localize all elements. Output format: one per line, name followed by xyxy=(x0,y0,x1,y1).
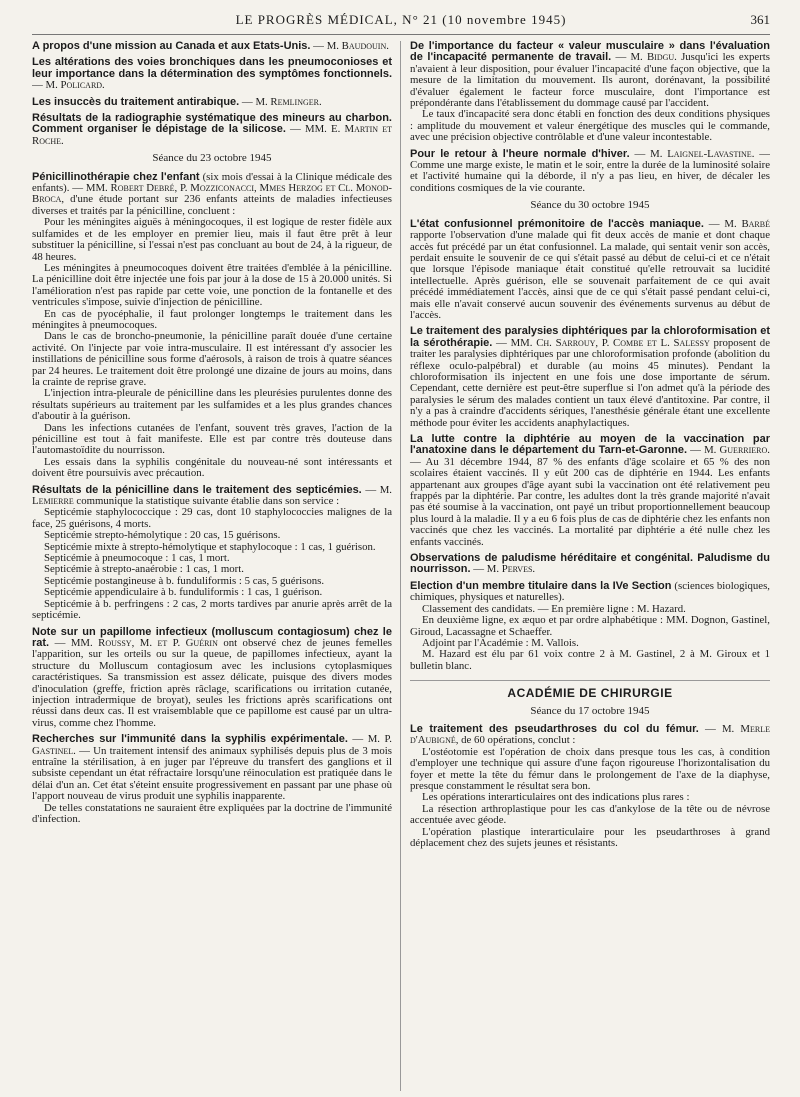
abstract-author: M. Guerriero. xyxy=(704,444,770,457)
abstract-author: MM. Ch. Sarrouy, P. Combe et L. Salessy xyxy=(510,336,710,349)
abstract-author: M. Laignel-Lavastine. xyxy=(650,147,755,160)
abstract-paludisme: Observations de paludisme héréditaire et congénital. Paludisme du nourrisson. — M. Perves. xyxy=(410,552,770,576)
abstract-silicose: Résultats de la radiographie systématique des mineurs au charbon. Comment organiser le dépistage de la silicose. — MM. E. Martin et Roche. xyxy=(32,112,392,147)
abstract-molluscum: Note sur un papillome infectieux (molluscum contagiosum) chez le rat. — MM. Roussy, M. et P. Guérin ont observé chez de jeunes femelles l'apparition, sur les orteils ou sur la queue, de papillomes infectieux, ayant la structure du Molluscum contagiosum avec les inclusions cytoplasmiques caractéristiques. Sa transmission est assez délicate, puisque des divers modes d'inoculation (greffe, friction après râclage, scarifications ou irritation cutanée, injection intradermique de broyat), seules les frictions après scarifications ont réussi dans deux cas. Il est vraisemblable que ce papillome est causé par un ultra-virus, comme chez l'homme. xyxy=(32,625,392,729)
abstract-title: L'état confusionnel prémonitoire de l'accès maniaque. xyxy=(410,217,704,230)
statistics-item: Septicémie à strepto-anaérobie : 1 cas, 1 mort. xyxy=(44,563,244,576)
statistics-item: Septicémie postangineuse à b. funduliformis : 5 cas, 5 guérisons. xyxy=(44,574,325,587)
paragraph: Dans le cas de broncho-pneumonie, la pénicilline paraît douée d'une certaine activité. On l'injecte par voie intra-musculaire. Il est intéressant d'y associer les instillations de pénicilline sous forme d'aérosols, à raison de trois à quatre séances par 24 heures. Le traitement doit être prolongé une dizaine de jours au moins, dans la crainte de reprise grave. xyxy=(32,330,392,388)
abstract-author: M. Barbé xyxy=(724,217,770,230)
abstract-title: Les insuccès du traitement antirabique. xyxy=(32,95,240,108)
statistics-item: Septicémie mixte à strepto-hémolytique et staphylocoque : 1 cas, 1 guérison. xyxy=(44,540,376,553)
abstract-title: Recherches sur l'immunité dans la syphilis expérimentale. xyxy=(32,733,348,746)
abstract-text: Jusqu'ici les experts n'avaient à leur disposition, pour évaluer l'incapacité d'une façon objective, que la mesure de la limitation du mouvement. Ils auront, dorénavant, la possibilité d'évaluer également le facteur force musculaire, dont l'importance est prépondérante dans l'établissement du dommage causé par l'accident. xyxy=(410,51,770,110)
abstract-title-tail: (six mois d'essai à la Clinique médicale des enfants). xyxy=(32,170,392,195)
abstract-title: Le traitement des paralysies diphtériques par la chloroformisation et la sérothérapie. xyxy=(410,325,770,349)
statistics-item: Septicémie appendiculaire à b. funduliformis : 1 cas, 1 guérison. xyxy=(44,586,323,599)
election-item: Classement des candidats. — En première ligne : M. Hazard. xyxy=(422,602,686,615)
paragraph: L'ostéotomie est l'opération de choix dans presque tous les cas, à condition d'employer une technique qui assure d'une façon rigoureuse l'horizontalisation du foyer et mette la tête du fémur dans le prolongement de l'axe de la diaphyse, presque constamment le résultat sera bon. xyxy=(410,745,770,792)
abstract-title: Pour le retour à l'heure normale d'hiver. xyxy=(410,147,630,160)
paragraph: Les opérations interarticulaires ont des indications plus rares : xyxy=(422,791,690,804)
journal-title: LE PROGRÈS MÉDICAL, N° 21 (10 novembre 1945) xyxy=(235,12,567,27)
abstract-author: M. Baudouin. xyxy=(326,41,389,52)
session-heading: Séance du 30 octobre 1945 xyxy=(530,199,650,212)
paragraph: De telles constatations ne sauraient être expliquées par la doctrine de l'immunité d'infection. xyxy=(32,801,392,825)
paragraph: La résection arthroplastique pour les cas d'ankylose de la tête ou de névrose accentuée avec géode. xyxy=(410,802,770,827)
abstract-pseudarthroses: Le traitement des pseudarthroses du col du fémur. — M. Merle d'Aubigné, de 60 opérations, conclut : L'ostéotomie est l'opération de choix dans presque tous les cas, à condition d'employer une technique qui assure d'une façon rigoureuse l'horizontalisation du foyer et mette la tête du fémur dans le prolongement de l'axe de la diaphyse, presque constamment le résultat sera bon. Les opérations interarticulaires ont des indications plus rares : La résection arthroplastique pour les cas d'ankylose de la tête ou de névrose accentuée avec géode. L'opération plastique interarticulaire pour les pseudarthroses à grand déplacement chez des sujets jeunes et résistants. xyxy=(410,722,770,849)
paragraph: En cas de pyocéphalie, il faut prolonger longtemps le traitement dans les méningites à pneumocoques. xyxy=(32,307,392,331)
abstract-title: De l'importance du facteur « valeur musculaire » dans l'évaluation de l'incapacité permanente de travail. xyxy=(410,41,770,64)
abstract-valeur-musculaire: De l'importance du facteur « valeur musculaire » dans l'évaluation de l'incapacité permanente de travail. — M. Bidgu. Jusqu'ici les experts n'avaient à leur disposition, pour évaluer l'incapacité d'une façon objective, que la mesure de la limitation du mouvement. Ils auront, dorénavant, la possibilité d'évaluer également le facteur force musculaire, dont l'importance est prépondérante dans l'établissement du dommage causé par l'accident. Le taux d'incapacité sera donc établi en fonction des deux conditions physiques : amplitude du mouvement et valeur énergétique des muscles qui le commande, avec une précision objective contrôlable et d'une valeur incontestable. xyxy=(410,41,770,144)
abstract-title: Election d'un membre titulaire dans la IVe Section xyxy=(410,579,672,592)
abstract-text: Comme une marge existe, le matin et le soir, entre la durée de la luminosité solaire et l'activité humaine qui la déborde, il n'y a pas lieu, en hiver, de décaler les conditions cosmiques de la vie courante. xyxy=(410,159,770,194)
abstract-title: Observations de paludisme héréditaire et congénital. Paludisme du nourrisson. xyxy=(410,552,770,576)
abstract-text: de 60 opérations, conclut : xyxy=(461,734,576,747)
election-item: Adjoint par l'Académie : M. Vallois. xyxy=(422,636,579,649)
abstract-author: M. Lemierre xyxy=(32,483,392,508)
abstract-title: Les altérations des voies bronchiques dans les pneumoconioses et leur importance dans la détermination des symptômes fonctionnels. xyxy=(32,56,392,80)
abstract-title: Résultats de la radiographie systématique des mineurs au charbon. Comment organiser le dépistage de la silicose. xyxy=(32,112,392,136)
statistics-item: Septicémie à pneumocoque : 1 cas, 1 mort. xyxy=(44,552,230,565)
abstract-title-tail: (sciences biologiques, chimiques, physiques et naturelles). xyxy=(410,579,770,604)
abstract-acces-maniaque: L'état confusionnel prémonitoire de l'accès maniaque. — M. Barbé rapporte l'observation d'une malade qui fit deux accès de manie et dont chaque accès fut précédé par un état confusionnel. La malade, qui sentait venir son accès, perdait ensuite le souvenir de ce qui s'était passé au début de celui-ci et ce n'était que lorsque l'épisode maniaque était constitué qu'elle retrouvait sa lucidité intellectuelle. Après guérison, elle se souvenait parfaitement de ce qui avait précédé immédiatement l'accès, ainsi que de ce qui s'était passé pendant celui-ci, mais elle n'avait conservé aucun souvenir des événements survenus au début de l'accès. xyxy=(410,217,770,321)
election-item: M. Hazard est élu par 61 voix contre 2 à M. Gastinel, 2 à M. Giroux et 1 bulletin blanc. xyxy=(410,648,770,672)
abstract-antirabique: Les insuccès du traitement antirabique. — M. Remlinger. xyxy=(32,95,322,108)
paragraph: Pour les méningites aiguës à méningocoques, il est logique de rester fidèle aux sulfamides et de les employer en premier lieu, mais il faut être prêt à leur substituer la pénicilline, si l'essai n'est pas concluant au bout de 24, à la rigueur, de 48 heures. xyxy=(32,216,392,263)
abstract-election xyxy=(410,581,770,672)
abstract-author: M. Remlinger. xyxy=(255,95,322,108)
section-heading: ACADÉMIE DE CHIRURGIE xyxy=(410,680,770,699)
page-number: 361 xyxy=(750,12,770,27)
paragraph: Dans les infections cutanées de l'enfant, souvent très graves, l'action de la pénicilline est tout à fait manifeste. Elle est par contre très douteuse dans l'automastoïdite du nourrisson. xyxy=(32,421,392,457)
abstract-septicemies: Résultats de la pénicilline dans le traitement des septicémies. — M. Lemierre communique la statistique suivante établie dans son service : Septicémie staphylococcique : 29 cas, dont 10 staphylococcies malignes de la face, 25 guérisons, 4 morts. Septicémie strepto-hémolytique : 20 cas, 15 guérisons. Septicémie mixte à strepto-hémolytique et staphylocoque : 1 cas, 1 guérison. Septicémie à pneumocoque : 1 cas, 1 mort. Septicémie à strepto-anaérobie : 1 cas, 1 mort. Septicémie postangineuse à b. funduliformis : 5 cas, 5 guérisons. Septicémie appendiculaire à b. funduliformis : 1 cas, 1 guérison. Septicémie à b. perfringens : 2 cas, 2 morts tardives par anurie après arrêt de la septicémie. xyxy=(32,483,392,622)
abstract-author: M. Bidgu. xyxy=(630,51,677,64)
abstract-text: ont observé chez de jeunes femelles l'apparition, sur les orteils ou sur la queue, de papillomes infectieux, ayant la structure du Molluscum contagiosum avec les inclusions cytoplasmiques caractéristiques. Sa transmission est assez délicate, puisque des divers modes d'inoculation (greffe, friction après râclage, scarifications ou irritation cutanée, injection intradermique de broyat), seules les frictions après scarifications ont réussi dans deux cas. Il est vraisemblable que ce papillome est causé par un ultra-virus, comme chez l'homme. xyxy=(32,636,392,729)
right-column xyxy=(406,41,770,1091)
abstract-text: Un traitement intensif des animaux syphilisés depuis plus de 3 mois entraîne la stérilisation, à en juger par l'épreuve du transfert des ganglions et il subsiste cependant un état réfractaire lorsqu'une réinoculation est pratiquée dans le délai d'un an. Cet état s'éteint ensuite progressivement en passant par une phase où l'apport nouveau de virus produit une syphilis inapparente. xyxy=(32,744,392,803)
statistics-item: Septicémie à b. perfringens : 2 cas, 2 morts tardives par anurie après arrêt de la septicémie. xyxy=(32,597,392,622)
paragraph: Le taux d'incapacité sera donc établi en fonction des deux conditions physiques : amplitude du mouvement et valeur énergétique des muscles qui le commande, avec une précision objective contrôlable et d'une valeur incontestable. xyxy=(410,108,770,144)
abstract-title: Pénicillinothérapie chez l'enfant xyxy=(32,170,200,183)
abstract-vaccination-diphterie: La lutte contre la diphtérie au moyen de la vaccination par l'anatoxine dans le département du Tarn-et-Garonne. — M. Guerriero. — Au 31 décembre 1944, 87 % des enfants d'âge scolaire et 65 % des non scolaires étaient vaccinés. Il y eût 200 cas de diphtérie en 1944. Les enfants appartenant aux groupes d'âge ayant subi la vaccination ont été relativement peu frappés par la diphtérie. Par contre, les adultes dont la très grande majorité n'avait pas été soumise à la vaccination, ont payé un tribut proportionnellement beaucoup plus lourd à la maladie. Il y a eu 6 fois plus de cas de diphtérie chez les enfants non vaccinés que chez les vaccinés. La mortalité par diphtérie a été nulle chez les enfants vaccinés. xyxy=(410,433,770,548)
election-item: En deuxième ligne, ex æquo et par ordre alphabétique : MM. Dognon, Gastinel, Giroud, Lacassagne et Schaeffer. xyxy=(410,614,770,638)
abstract-author: MM. Roussy, M. et P. Guérin xyxy=(70,636,218,649)
running-head xyxy=(32,0,770,35)
abstract-syphilis: Recherches sur l'immunité dans la syphilis expérimentale. — M. P. Gastinel. — Un traitement intensif des animaux syphilisés depuis plus de 3 mois entraîne la stérilisation, à en juger par l'épreuve du transfert des ganglions et il subsiste cependant un état réfractaire lorsqu'une réinoculation est pratiquée dans le délai d'un an. Cet état s'éteint ensuite progressivement en passant par une phase où l'apport nouveau de virus produit une syphilis inapparente. De telles constatations ne sauraient être expliquées par la doctrine de l'immunité d'infection. xyxy=(32,733,392,825)
abstract-text: communique la statistique suivante établie dans son service : xyxy=(76,495,340,508)
abstract-author: M. Policard. xyxy=(45,79,105,92)
abstract-author: M. P. Gastinel. xyxy=(32,733,392,757)
abstract-text: proposent de traiter les paralysies diphtériques par une chloroformisation profonde (abolition du réflexe oculo-palpébral) et durable (au moins 45 minutes). Pendant la chloroformisation ils injectent en une fois une dose importante de sérum. Cependant, cette dernière est peut-être superflue si l'on admet qu'à la période des paralysies le sérum des malades contient un taux élevé d'antitoxine. Par contre, il n'y a pas à craindre d'accidents sériques, l'anesthésie générale étant une excellente méthode pour éviter les accidents anaphylactiques. xyxy=(410,336,770,429)
session-heading: Séance du 17 octobre 1945 xyxy=(530,704,650,717)
paragraph: Les méningites à pneumocoques doivent être traitées d'emblée à la pénicilline. La pénicilline doit être injectée une fois par jour à la dose de 15 à 20.000 unités. Si l'amélioration n'est pas rapide par cette voie, une ponction de la fontanelle et des ventricules s'impose, suivie d'injection de pénicilline. xyxy=(32,261,392,309)
abstract-paralysies-diphteriques: Le traitement des paralysies diphtériques par la chloroformisation et la sérothérapie. — MM. Ch. Sarrouy, P. Combe et L. Salessy proposent de traiter les paralysies diphtériques par une chloroformisation profonde (abolition du réflexe oculo-palpébral) et durable (au moins 45 minutes). Pendant la chloroformisation ils injectent en une fois une dose importante de sérum. Cependant, cette dernière est peut-être superflue si l'on admet qu'à la période des paralysies le sérum des malades contient un taux élevé d'antitoxine. Par contre, il n'y a pas à craindre d'accidents sériques, l'anesthésie générale étant une excellente méthode pour éviter les accidents anaphylactiques. xyxy=(410,325,770,429)
abstract-pneumoconioses: Les altérations des voies bronchiques dans les pneumoconioses et leur importance dans la détermination des symptômes fonctionnels. — M. Policard. xyxy=(32,56,392,92)
abstract-text: rapporte l'observation d'une malade qui fit deux accès de manie et dont chaque accès fut précédé par un état confusionnel. La malade, qui sentait venir son accès, perdait ensuite le souvenir de ce qui s'était passé au début de celui-ci et ce n'était que lorsque l'épisode maniaque était constitué qu'elle retrouvait sa lucidité intellectuelle. Après guérison, elle se souvenait parfaitement de ce qui avait précédé immédiatement l'accès, ainsi que de ce qui s'était passé pendant celui-ci, mais elle n'avait conservé aucun souvenir des événements survenus au début de l'accès. xyxy=(410,229,770,321)
left-column xyxy=(32,41,401,1091)
statistics-item: Septicémie strepto-hémolytique : 20 cas, 15 guérisons. xyxy=(44,529,281,542)
statistics-item: Septicémie staphylococcique : 29 cas, dont 10 staphylococcies malignes de la face, 25 guérisons, 4 morts. xyxy=(32,506,392,530)
abstract-author: MM. Robert Debré, P. Mozziconacci, Mmes Herzog et Cl. Monod-Broca, xyxy=(32,182,393,206)
abstract-author: MM. E. Martin et Roche. xyxy=(32,123,392,147)
abstract-title: Le traitement des pseudarthroses du col du fémur. xyxy=(410,722,699,735)
abstract-title: Note sur un papillome infectieux (molluscum contagiosum) chez le rat. xyxy=(32,625,392,649)
paragraph: L'opération plastique interarticulaire pour les pseudarthroses à grand déplacement chez des sujets jeunes et résistants. xyxy=(410,825,770,849)
session-heading: Séance du 23 octobre 1945 xyxy=(152,152,272,165)
abstract-author: M. Merle d'Aubigné, xyxy=(410,722,770,747)
abstract-text: Au 31 décembre 1944, 87 % des enfants d'âge scolaire et 65 % des non scolaires étaient vaccinés. Il y eût 200 cas de diphtérie en 1944. Les enfants appartenant aux groupes d'âge ayant subi la vaccination ont été relativement peu frappés par la diphtérie. Par contre, les adultes dont la très grande majorité n'avait pas été soumise à la vaccination, ont payé un tribut proportionnellement beaucoup plus lourd à la maladie. Il y a eu 6 fois plus de cas de diphtérie chez les enfants non vaccinés que chez les vaccinés. La mortalité par diphtérie a été nulle chez les enfants vaccinés. xyxy=(410,455,770,548)
abstract-title: Résultats de la pénicilline dans le traitement des septicémies. xyxy=(32,483,362,496)
abstract-mission-canada: A propos d'une mission au Canada et aux Etats-Unis. — M. Baudouin. xyxy=(32,41,389,52)
abstract-author: M. Perves. xyxy=(486,563,536,576)
abstract-title: La lutte contre la diphtérie au moyen de la vaccination par l'anatoxine dans le département du Tarn-et-Garonne. xyxy=(410,433,770,457)
abstract-title: A propos d'une mission au Canada et aux Etats-Unis. xyxy=(32,41,311,52)
paragraph: L'injection intra-pleurale de pénicilline dans les pleurésies purulentes donne des résultats supérieurs au traitement par les sulfamides et a les plus grandes chances d'aboutir à la guérison. xyxy=(32,387,392,423)
abstract-text: d'une étude portant sur 236 enfants atteints de maladies infectieuses diverses et traités par la pénicilline, concluent : xyxy=(32,193,392,217)
abstract-heure-hiver: Pour le retour à l'heure normale d'hiver. — M. Laignel-Lavastine. — Comme une marge existe, le matin et le soir, entre la durée de la luminosité solaire et l'activité humaine qui la déborde, il n'y a pas lieu, en hiver, de décaler les conditions cosmiques de la vie courante. xyxy=(410,147,770,194)
paragraph: Les essais dans la syphilis congénitale du nouveau-né sont intéressants et doivent être poursuivis avec précaution. xyxy=(32,455,392,480)
abstract-penicillinotherapie: Pénicillinothérapie chez l'enfant (six mois d'essai à la Clinique médicale des enfants). — MM. Robert Debré, P. Mozziconacci, Mmes Herzog et Cl. Monod-Broca, d'une étude portant sur 236 enfants atteints de maladies infectieuses diverses et traités par la pénicilline, concluent : Pour les méningites aiguës à méningocoques, il est logique de rester fidèle aux sulfamides et de les employer en premier lieu, mais il faut être prêt à leur substituer la pénicilline, si l'essai n'est pas concluant au bout de 24, à la rigueur, de 48 heures. Les méningites à pneumocoques doivent être traitées d'emblée à la pénicilline. La pénicilline doit être injectée une fois par jour à la dose de 15 à 20.000 unités. Si l'amélioration n'est pas rapide par cette voie, une ponction de la fontanelle et des ventricules s'impose, suivie d'injection de pénicilline. En cas de pyocéphalie, il faut prolonger longtemps le traitement dans les méningites à pneumocoques. Dans le cas de broncho-pneumonie, la pénicilline paraît douée d'une certaine activité. On l'injecte par voie intra-musculaire. Il est intéressant d'y associer les instillations de pénicilline sous forme d'aérosols, à raison de trois à quatre séances par 24 heures. Le traitement doit être prolongé une dizaine de jours au moins, dans la crainte de reprise grave. L'injection intra-pleurale de pénicilline dans les pleurésies purulentes donne des résultats supérieurs au traitement par les sulfamides et a les plus grandes chances d'aboutir à la guérison. Dans les infections cutanées de l'enfant, souvent très graves, l'action de la pénicilline est tout à fait manifeste. Elle est par contre très douteuse dans l'automastoïdite du nourrisson. Les essais dans la syphilis congénitale du nouveau-né sont intéressants et doivent être poursuivis avec précaution. xyxy=(32,170,393,480)
